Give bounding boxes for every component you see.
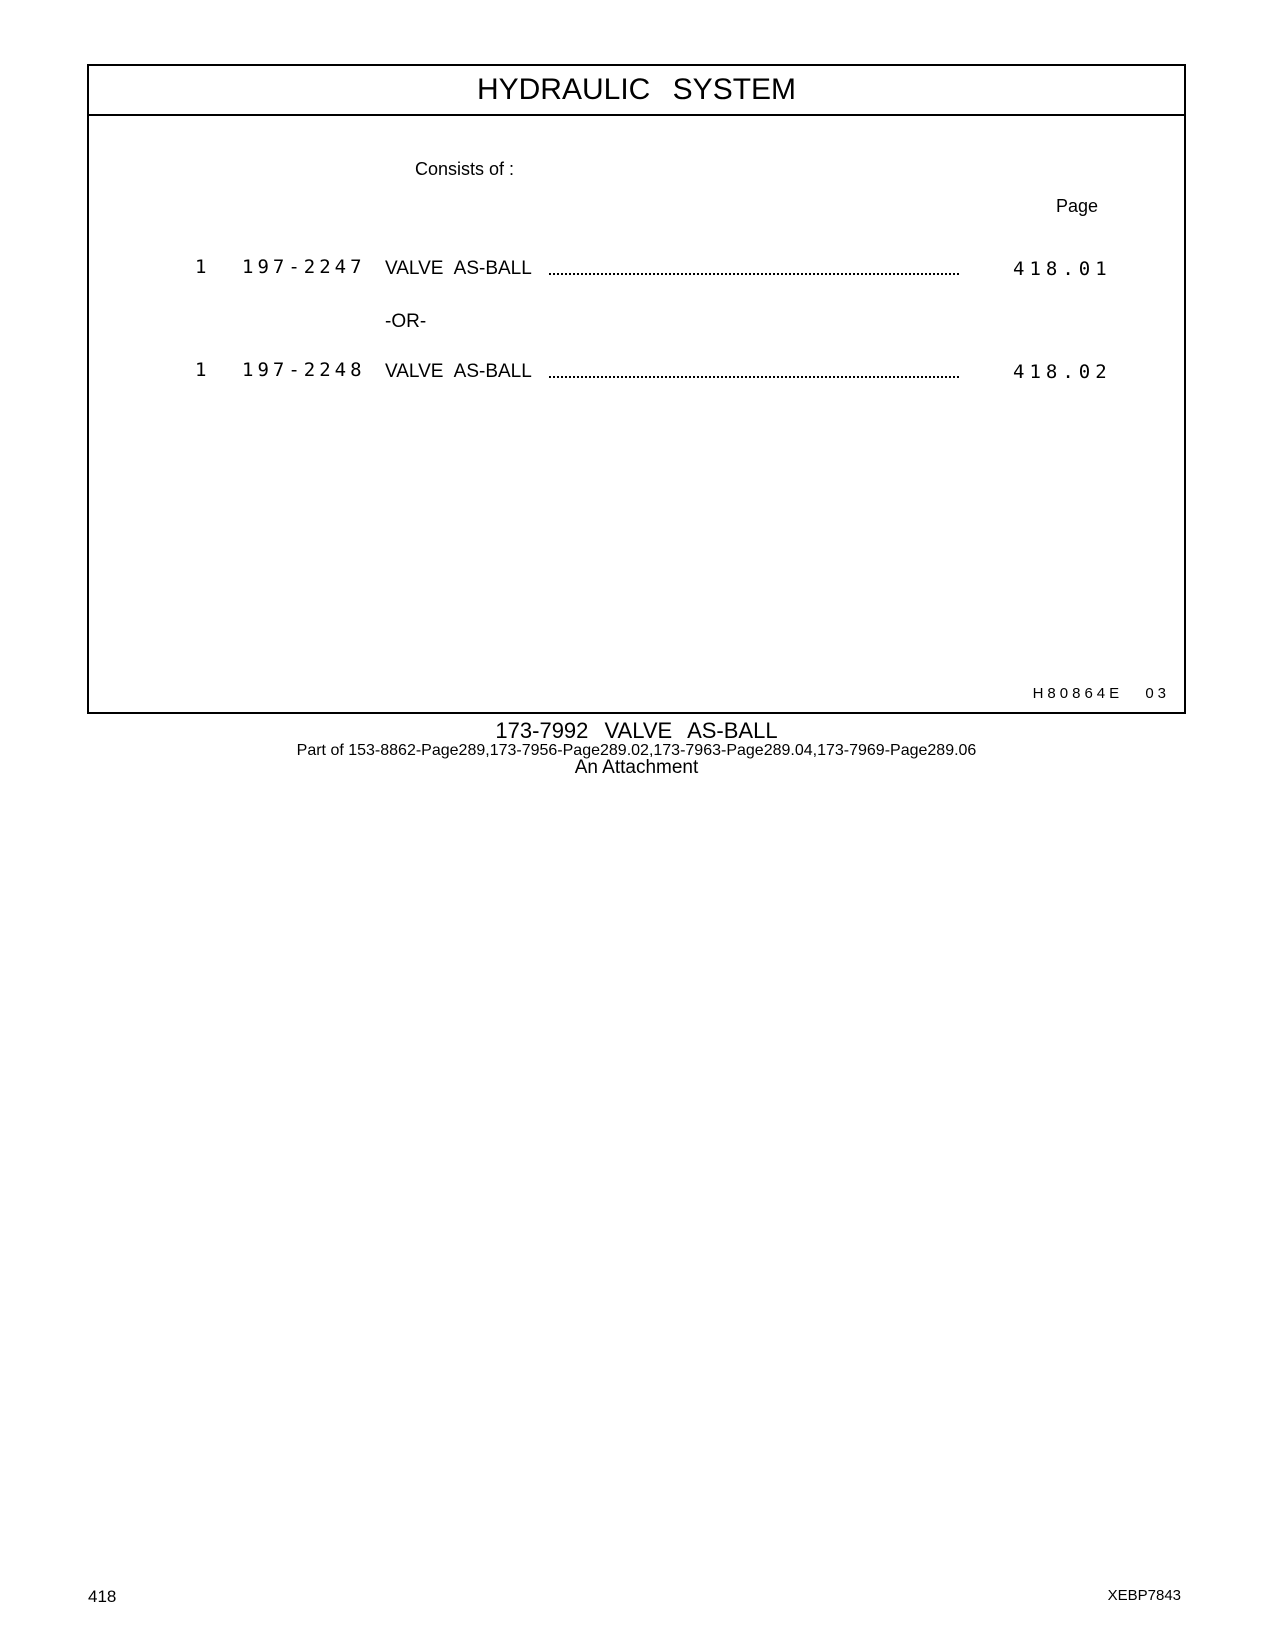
page-column-header: Page bbox=[1056, 196, 1099, 216]
item-part-number: 197-2248 bbox=[242, 359, 366, 381]
or-separator: -OR- bbox=[385, 311, 427, 332]
part-of-references: Part of 153-8862-Page289,173-7956-Page289.02,173-7963-Page289.04,173-7969-Page289.06 bbox=[296, 742, 977, 759]
parts-frame bbox=[87, 64, 1186, 714]
item-part-number: 197-2247 bbox=[242, 256, 366, 278]
attachment-note: An Attachment bbox=[574, 757, 699, 778]
item-qty: 1 bbox=[195, 359, 207, 381]
item-description: VALVE AS-BALL bbox=[385, 361, 532, 382]
assembly-title: 173-7992 VALVE AS-BALL bbox=[495, 718, 778, 743]
item-page-link[interactable]: 418.01 bbox=[1013, 258, 1112, 280]
parts-row bbox=[89, 359, 1184, 389]
page-title: HYDRAULIC SYSTEM bbox=[89, 66, 1184, 116]
document-id: XEBP7843 bbox=[1107, 1587, 1181, 1604]
illustration-code: H80864E bbox=[1032, 685, 1124, 702]
item-description: VALVE AS-BALL bbox=[385, 258, 532, 279]
illustration-rev: 03 bbox=[1145, 685, 1170, 702]
page-number: 418 bbox=[88, 1587, 117, 1606]
illustration-reference bbox=[1033, 685, 1170, 702]
item-page-link[interactable]: 418.02 bbox=[1013, 361, 1112, 383]
consists-label: Consists of : bbox=[415, 159, 515, 179]
dot-leader bbox=[549, 273, 959, 275]
parts-row bbox=[89, 256, 1184, 286]
item-qty: 1 bbox=[195, 256, 207, 278]
dot-leader bbox=[549, 376, 959, 378]
